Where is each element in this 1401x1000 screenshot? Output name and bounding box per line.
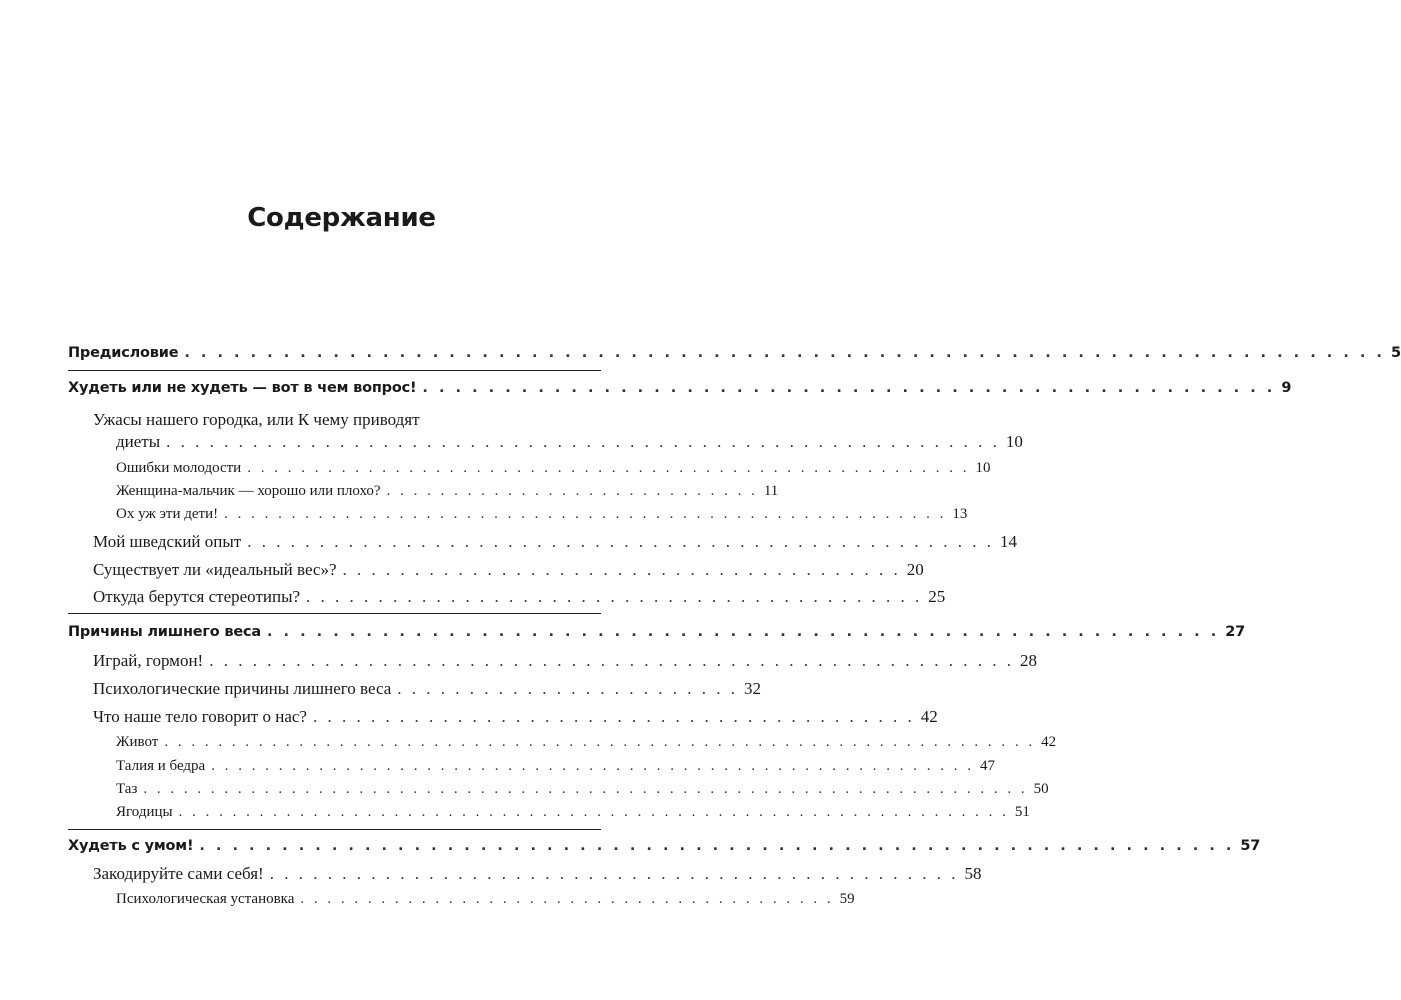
toc-entry-page: 14 <box>999 532 1017 551</box>
dot-leader: . . . . . . . . . . . . . . . . . . . . . . . . . . . . . . . . . . . . . . . . . . . . . . . . . . . . <box>422 380 1276 396</box>
divider <box>68 370 601 371</box>
toc-entry-page: 13 <box>952 506 968 522</box>
toc-entry-page: 51 <box>1014 804 1030 820</box>
toc-entry-ideal-weight[interactable] <box>93 560 924 580</box>
divider <box>68 613 601 614</box>
toc-entry-page: 10 <box>975 460 991 476</box>
toc-entry-label: Мой шведский опыт <box>93 532 242 551</box>
toc-entry-page: 25 <box>928 587 946 606</box>
toc-entry-buttocks[interactable] <box>116 804 1030 821</box>
toc-entry-page: 10 <box>1005 432 1023 451</box>
toc-entry-label: Предисловие <box>68 345 179 361</box>
toc-entry-label: Играй, гормон! <box>93 651 204 670</box>
toc-entry-chapter-3[interactable] <box>68 838 1261 854</box>
dot-leader: . . . . . . . . . . . . . . . . . . . . . . . . . . . . <box>386 483 758 499</box>
toc-entry-label: Худеть с умом! <box>68 838 194 854</box>
dot-leader: . . . . . . . . . . . . . . . . . . . . . . . . . . . . . . . . . . . . . . . . . . . . . . . . . . . . . . . . . . <box>266 624 1220 640</box>
dot-leader: . . . . . . . . . . . . . . . . . . . . . . . . <box>397 679 738 698</box>
toc-entry-page: 50 <box>1033 781 1049 797</box>
toc-entry-pelvis[interactable] <box>116 781 1049 798</box>
dot-leader: . . . . . . . . . . . . . . . . . . . . . . . . . . . . . . . . . . . . . . . . . . <box>312 707 915 726</box>
toc-entry-label: Психологическая установка <box>116 891 295 907</box>
dot-leader: . . . . . . . . . . . . . . . . . . . . . . . . . . . . . . . . . . . . . . . . . . . . . . . . . . . . . . <box>224 506 947 522</box>
toc-entry-page: 27 <box>1225 624 1245 640</box>
toc-entry-woman-boy[interactable] <box>116 483 779 500</box>
dot-leader: . . . . . . . . . . . . . . . . . . . . . . . . . . . . . . . . . . . . . . . . . . . . . . . . . . . . . . . . <box>209 651 1014 670</box>
toc-entry-preface[interactable] <box>68 345 1401 361</box>
dot-leader: . . . . . . . . . . . . . . . . . . . . . . . . . . . . . . . . . . . . . . . <box>342 560 901 579</box>
toc-entry-children[interactable] <box>116 506 968 523</box>
toc-entry-label: Таз <box>116 781 138 797</box>
toc-entry-label-line1[interactable]: Ужасы нашего городка, или К чему приводят <box>93 410 420 429</box>
toc-entry-label: Живот <box>116 734 159 750</box>
toc-entry-page: 59 <box>839 891 855 907</box>
toc-entry-label: Причины лишнего веса <box>68 624 261 640</box>
toc-entry-page: 57 <box>1240 838 1261 854</box>
toc-entry-page: 47 <box>979 758 995 774</box>
dot-leader: . . . . . . . . . . . . . . . . . . . . . . . . . . . . . . . . . . . . . . . . . . . . . . . . . . . . . . . . . . . . . . <box>178 804 1009 820</box>
toc-entry-label: Психологические причины лишнего веса <box>93 679 392 698</box>
toc-entry-psych-causes[interactable] <box>93 679 761 699</box>
toc-entry-chapter-1[interactable] <box>68 380 1292 396</box>
page-title: Содержание <box>247 203 436 233</box>
toc-entry-hormone[interactable] <box>93 651 1037 671</box>
toc-entry-diets[interactable] <box>116 432 1023 452</box>
toc-entry-waist-hips[interactable] <box>116 758 995 775</box>
toc-entry-label: Талия и бедра <box>116 758 206 774</box>
toc-entry-page: 20 <box>906 560 924 579</box>
toc-entry-page: 11 <box>763 483 779 499</box>
toc-entry-label: Ох уж эти дети! <box>116 506 219 522</box>
toc-entry-label: Женщина-мальчик — хорошо или плохо? <box>116 483 381 499</box>
dot-leader: . . . . . . . . . . . . . . . . . . . . . . . . . . . . . . . . . . . . . . . . . . . . . . . . . . . . . . . . . . <box>166 432 1000 451</box>
toc-entry-label: Откуда берутся стереотипы? <box>93 587 301 606</box>
toc-entry-label: Худеть или не худеть — вот в чем вопрос! <box>68 380 417 396</box>
toc-entry-page: 58 <box>964 864 982 883</box>
toc-entry-page: 28 <box>1019 651 1037 670</box>
toc-entry-mistakes[interactable] <box>116 460 991 477</box>
toc-entry-label: Закодируйте сами себя! <box>93 864 264 883</box>
toc-entry-label: Что наше тело говорит о нас? <box>93 707 307 726</box>
toc-entry-label: Ошибки молодости <box>116 460 242 476</box>
toc-entry-encode-yourself[interactable] <box>93 864 982 884</box>
dot-leader: . . . . . . . . . . . . . . . . . . . . . . . . . . . . . . . . . . . . . . . . . . . . . . . . . . . . . . . . . . . . . . . . . . . . . . . . . <box>184 345 1385 361</box>
dot-leader: . . . . . . . . . . . . . . . . . . . . . . . . . . . . . . . . . . . . . . . . <box>300 891 834 907</box>
dot-leader: . . . . . . . . . . . . . . . . . . . . . . . . . . . . . . . . . . . . . . . . . . . . . . . . . . . . . . <box>247 460 970 476</box>
toc-entry-swedish[interactable] <box>93 532 1017 552</box>
dot-leader: . . . . . . . . . . . . . . . . . . . . . . . . . . . . . . . . . . . . . . . . . . . . . . . . <box>269 864 959 883</box>
toc-entry-belly[interactable] <box>116 734 1057 751</box>
toc-entry-page: 42 <box>1041 734 1057 750</box>
dot-leader: . . . . . . . . . . . . . . . . . . . . . . . . . . . . . . . . . . . . . . . . . . . . . . . . . . . . . . . . . . . . . . . <box>199 838 1235 854</box>
toc-entry-psych-setup[interactable] <box>116 891 855 908</box>
dot-leader: . . . . . . . . . . . . . . . . . . . . . . . . . . . . . . . . . . . . . . . . . . . . . . . . . . . . . . . . . <box>211 758 974 774</box>
toc-entry-page: 9 <box>1281 380 1292 396</box>
toc-entry-page: 42 <box>920 707 938 726</box>
dot-leader: . . . . . . . . . . . . . . . . . . . . . . . . . . . . . . . . . . . . . . . . . . . <box>306 587 923 606</box>
dot-leader: . . . . . . . . . . . . . . . . . . . . . . . . . . . . . . . . . . . . . . . . . . . . . . . . . . . . . . . . . . . . . . . . . . <box>143 781 1028 797</box>
toc-entry-label: диеты <box>116 432 161 451</box>
toc-entry-page: 5 <box>1390 345 1401 361</box>
dot-leader: . . . . . . . . . . . . . . . . . . . . . . . . . . . . . . . . . . . . . . . . . . . . . . . . . . . . <box>247 532 994 551</box>
toc-entry-label: Ягодицы <box>116 804 173 820</box>
toc-entry-stereotypes[interactable] <box>93 587 946 607</box>
toc-entry-label: Существует ли «идеальный вес»? <box>93 560 337 579</box>
toc-entry-chapter-2[interactable] <box>68 624 1245 640</box>
toc-entry-page: 32 <box>744 679 761 698</box>
divider <box>68 829 601 830</box>
toc-entry-body-says[interactable] <box>93 707 938 727</box>
dot-leader: . . . . . . . . . . . . . . . . . . . . . . . . . . . . . . . . . . . . . . . . . . . . . . . . . . . . . . . . . . . . . . . . . <box>164 734 1036 750</box>
